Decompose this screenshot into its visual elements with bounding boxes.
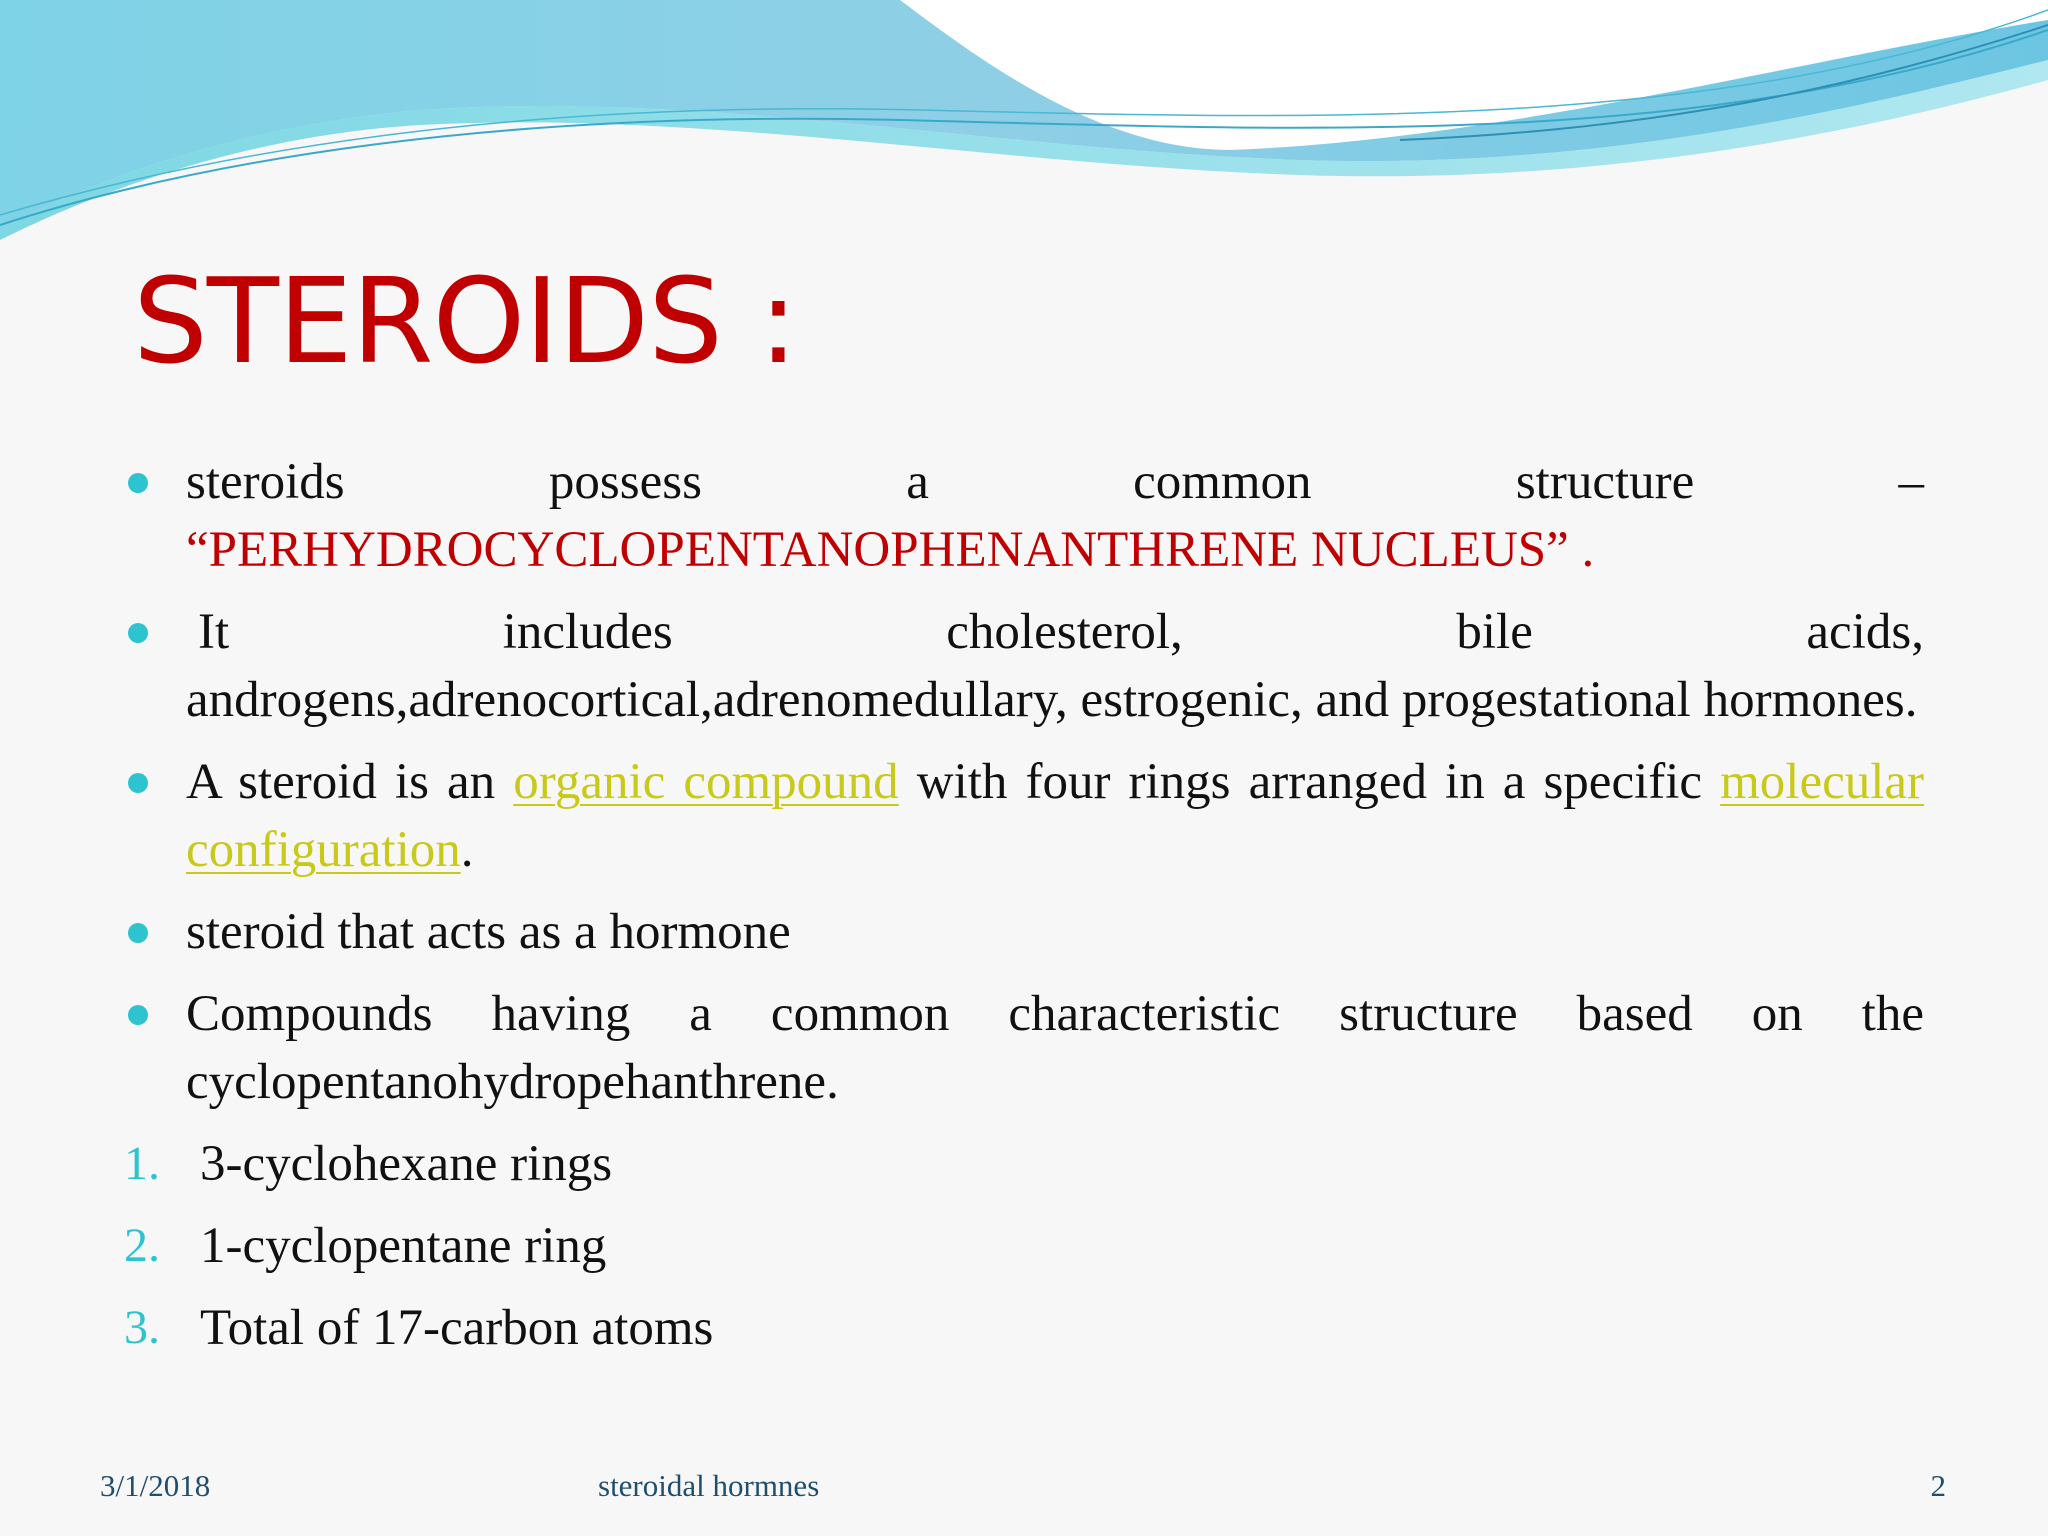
bullet-item-1	[124, 448, 1924, 584]
numbered-item-3	[124, 1294, 1924, 1362]
bullet-3-text-a: A steroid is an	[186, 754, 496, 810]
header-wave-decoration	[0, 0, 2048, 260]
bullet-dot	[128, 473, 148, 493]
bullet-dot	[128, 773, 148, 793]
bullet-item-2	[124, 598, 1924, 734]
list-item-text: 1-cyclopentane ring	[200, 1218, 607, 1274]
word: steroids	[186, 454, 345, 510]
list-number: 2.	[124, 1219, 160, 1272]
word: cholesterol,	[946, 604, 1183, 660]
bullet-item-4	[124, 898, 1924, 966]
slide-body	[124, 448, 1924, 1362]
word: structure	[1515, 454, 1695, 510]
bullet-dot	[128, 623, 148, 643]
bullet-1-line-1	[186, 448, 1924, 516]
bullet-dot	[128, 923, 148, 943]
word: a	[906, 454, 929, 510]
word: includes	[502, 604, 673, 660]
slide-title: STEROIDS :	[133, 252, 798, 390]
footer-title: steroidal hormnes	[598, 1468, 820, 1503]
footer-date: 3/1/2018	[100, 1468, 211, 1503]
bullet-3-text-c: .	[460, 822, 474, 878]
list-number: 1.	[124, 1137, 160, 1190]
bullet-2-line-1	[186, 598, 1924, 666]
nucleus-name: “PERHYDROCYCLOPENTANOPHENANTHRENE NUCLEUS” .	[186, 522, 1595, 578]
bullet-item-3	[124, 748, 1924, 884]
bullet-dot	[128, 1005, 148, 1025]
bullet-5-text: Compounds having a common characteristic structure based on the cyclopentanohydropehanthrene.	[186, 986, 1924, 1110]
bullet-3-text-b: with four rings arranged in a specific	[916, 754, 1703, 810]
word: It	[198, 604, 230, 660]
molecular-configuration-link[interactable]: molecular configuration	[186, 754, 1925, 878]
word: –	[1898, 454, 1924, 510]
slide-number: 2	[1930, 1468, 1946, 1503]
word: common	[1133, 454, 1312, 510]
numbered-item-2	[124, 1212, 1924, 1280]
bullet-2-rest: androgens,adrenocortical,adrenomedullary, estrogenic, and progestational hormones.	[186, 672, 1918, 728]
bullet-item-5	[124, 980, 1924, 1116]
organic-compound-link[interactable]: organic compound	[513, 754, 899, 810]
numbered-item-1	[124, 1130, 1924, 1198]
list-item-text: Total of 17-carbon atoms	[200, 1300, 714, 1356]
word: bile	[1456, 604, 1533, 660]
word: possess	[548, 454, 702, 510]
bullet-4-text: steroid that acts as a hormone	[186, 904, 791, 960]
list-item-text: 3-cyclohexane rings	[200, 1136, 613, 1192]
word: acids,	[1806, 604, 1924, 660]
list-number: 3.	[124, 1301, 160, 1354]
